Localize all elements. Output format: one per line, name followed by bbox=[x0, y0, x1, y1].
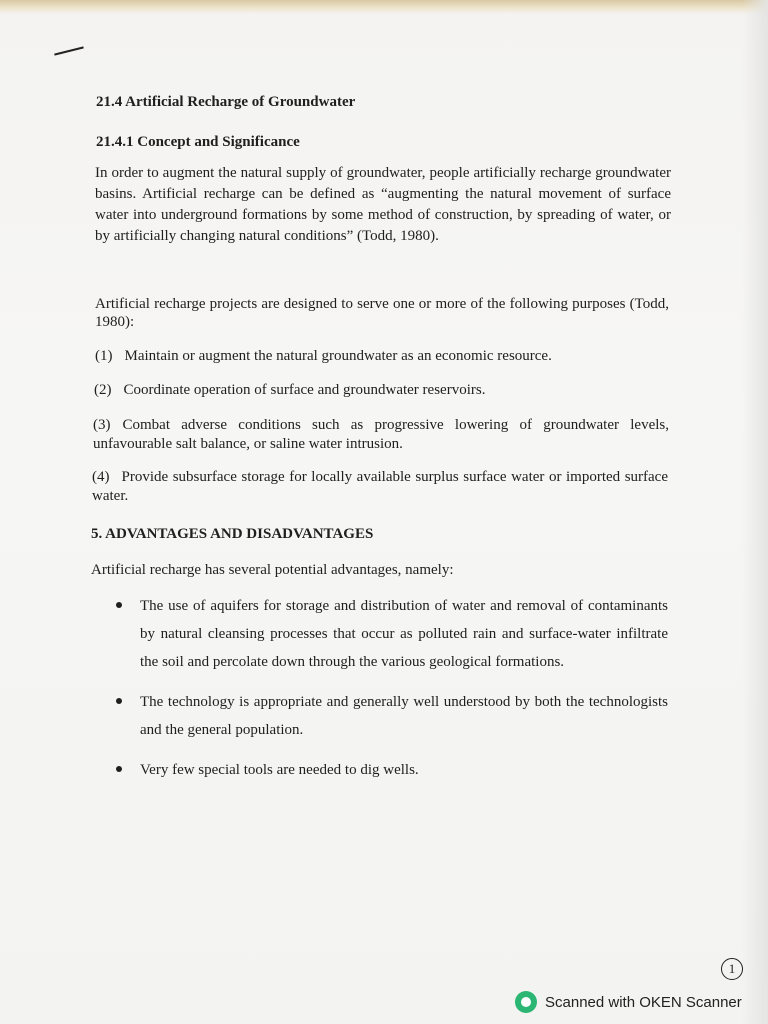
purpose-text: Combat adverse conditions such as progressive lowering of groundwater levels, unfavourable salt balance, or saline water intrusion. bbox=[93, 417, 669, 452]
purpose-number: (3) bbox=[93, 417, 111, 433]
scanner-label: Scanned with OKEN Scanner bbox=[545, 993, 742, 1011]
page-top-edge bbox=[0, 0, 768, 14]
advantage-item-3 bbox=[116, 756, 668, 784]
advantage-item-1 bbox=[116, 592, 668, 676]
advantages-heading: 5. ADVANTAGES AND DISADVANTAGES bbox=[91, 526, 374, 542]
purpose-item-2 bbox=[94, 381, 668, 400]
purposes-intro-paragraph: Artificial recharge projects are designed to serve one or more of the following purposes (Todd, 1980): bbox=[95, 296, 669, 330]
page-number: 1 bbox=[721, 958, 743, 980]
advantages-list bbox=[116, 592, 668, 784]
purpose-number: (2) bbox=[94, 382, 112, 398]
bullet-icon bbox=[116, 602, 122, 608]
advantage-text: The technology is appropriate and generally well understood by both the technologists and the general population. bbox=[140, 694, 668, 738]
scanner-watermark bbox=[515, 990, 742, 1014]
purpose-number: (4) bbox=[92, 469, 110, 485]
section-heading: 21.4 Artificial Recharge of Groundwater bbox=[96, 94, 356, 110]
advantage-item-2 bbox=[116, 688, 668, 744]
bullet-icon bbox=[116, 698, 122, 704]
purpose-item-3 bbox=[93, 416, 669, 454]
purpose-number: (1) bbox=[95, 348, 113, 364]
purpose-text: Coordinate operation of surface and groundwater reservoirs. bbox=[123, 382, 486, 398]
purpose-text: Maintain or augment the natural groundwater as an economic resource. bbox=[124, 348, 552, 364]
page-right-edge bbox=[742, 0, 768, 1024]
bullet-icon bbox=[116, 766, 122, 772]
purpose-item-1 bbox=[95, 347, 669, 366]
purpose-text: Provide subsurface storage for locally available surplus surface water or imported surface water. bbox=[92, 469, 668, 504]
advantage-text: Very few special tools are needed to dig wells. bbox=[140, 762, 419, 778]
pen-mark bbox=[54, 46, 84, 55]
subsection-heading: 21.4.1 Concept and Significance bbox=[96, 134, 300, 150]
advantages-intro-paragraph: Artificial recharge has several potential advantages, namely: bbox=[91, 562, 454, 578]
definition-paragraph: In order to augment the natural supply of groundwater, people artificially recharge groundwater basins. Artificial recharge can be defined as “augmenting the natural movement of surface water into underground formations by some method of construction, by spreading of water, or by artificially changing natural conditions” (Todd, 1980). bbox=[95, 165, 671, 244]
advantage-text: The use of aquifers for storage and distribution of water and removal of contaminants by natural cleansing processes that occur as polluted rain and surface-water infiltrate the soil and percolate down through the various geological formations. bbox=[140, 598, 668, 670]
oken-scanner-logo-icon bbox=[515, 991, 537, 1013]
purpose-item-4 bbox=[92, 468, 668, 506]
